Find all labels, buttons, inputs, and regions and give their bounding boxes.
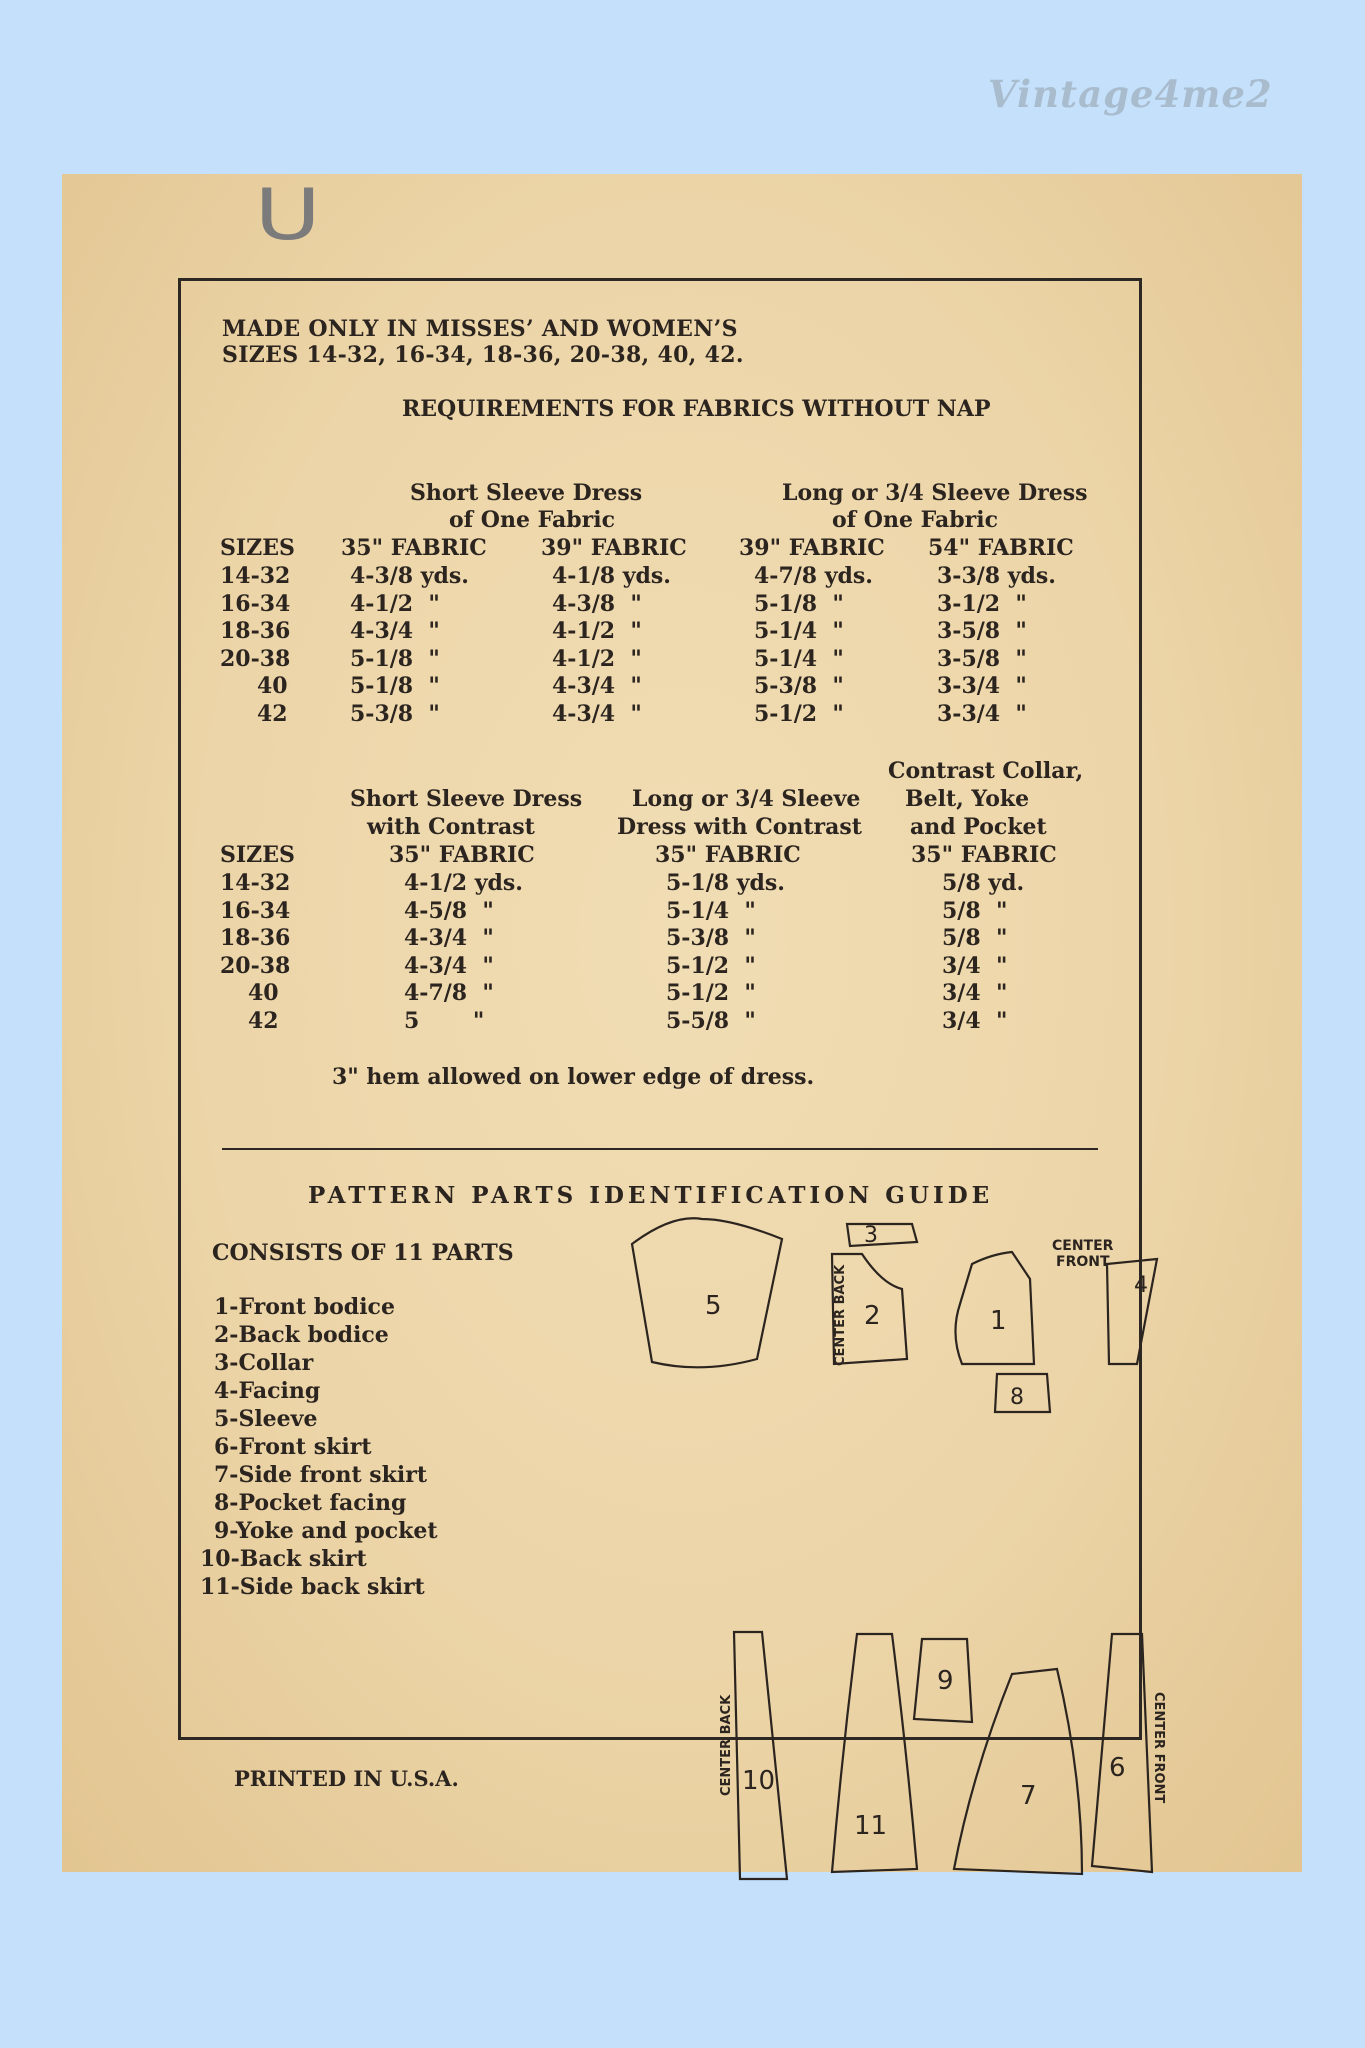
piece-7-side-front-skirt	[954, 1669, 1082, 1874]
t1-cell-size: 14-32	[220, 563, 291, 589]
t2-cell-a: 4-7/8 "	[404, 980, 494, 1006]
svg-text:4: 4	[1134, 1273, 1148, 1298]
piece-number-label: 9	[937, 1666, 954, 1696]
t1-cell-d: 3-3/4 "	[937, 700, 1027, 727]
part-item: 1-Front bodice	[214, 1294, 395, 1320]
t1-col-b: 39" FABRIC	[541, 535, 687, 561]
t2-cell-c: 5/8 yd.	[942, 870, 1025, 896]
t1-cell-size: 18-36	[220, 618, 291, 644]
t1-cell-c: 5-1/4 "	[754, 618, 844, 644]
watermark: Vintage4me2	[988, 72, 1273, 116]
t1-group2-line2: of One Fabric	[832, 507, 999, 533]
t1-col-a: 35" FABRIC	[341, 535, 487, 561]
t1-cell-d: 3-3/4 "	[937, 673, 1027, 699]
t2-group2-line2: Dress with Contrast	[617, 814, 862, 840]
t1-cell-d: 3-5/8 "	[937, 645, 1027, 672]
svg-text:8: 8	[1010, 1385, 1024, 1410]
t2-cell-b: 5-1/2 "	[666, 952, 756, 979]
t1-cell-a: 4-3/8 yds.	[350, 563, 469, 589]
part-item: 5-Sleeve	[214, 1406, 318, 1432]
t1-cell-a: 4-3/4 "	[350, 618, 440, 644]
t1-cell-size: 16-34	[220, 590, 291, 617]
header-line-2: SIZES 14-32, 16-34, 18-36, 20-38, 40, 42.	[222, 342, 744, 368]
t2-cell-size: 42	[248, 1007, 279, 1034]
t1-cell-a: 4-1/2 "	[350, 590, 440, 617]
t1-cell-c: 5-1/4 "	[754, 645, 844, 672]
t2-cell-b: 5-5/8 "	[666, 1007, 756, 1034]
t1-cell-size: 42	[257, 700, 288, 727]
hem-note: 3" hem allowed on lower edge of dress.	[332, 1064, 815, 1090]
piece-10-back-skirt	[734, 1632, 787, 1879]
piece-number-label: 6	[1109, 1753, 1126, 1783]
t2-cell-b: 5-1/2 "	[666, 980, 756, 1006]
pattern-diagram	[572, 1214, 1172, 1841]
t2-cell-b: 5-1/8 yds.	[666, 870, 785, 896]
piece-4-facing	[1107, 1259, 1157, 1364]
requirements-title: REQUIREMENTS FOR FABRICS WITHOUT NAP	[402, 396, 991, 422]
center-back-label: CENTER BACK	[719, 1694, 734, 1796]
t1-group2-line1: Long or 3/4 Sleeve Dress	[782, 480, 1088, 506]
t1-col-c: 39" FABRIC	[739, 535, 885, 561]
part-item: 9-Yoke and pocket	[214, 1518, 438, 1544]
part-item: 4-Facing	[214, 1378, 321, 1404]
svg-text:3: 3	[864, 1223, 878, 1248]
svg-text:CENTER BACK: CENTER BACK	[833, 1264, 848, 1366]
t2-group1-line2: with Contrast	[367, 814, 535, 840]
t2-cell-size: 18-36	[220, 925, 291, 951]
t2-cell-a: 4-3/4 "	[404, 925, 494, 951]
t1-cell-b: 4-3/8 "	[552, 590, 642, 617]
t2-group3-line3: and Pocket	[910, 814, 1047, 840]
t1-cell-d: 3-1/2 "	[937, 590, 1027, 617]
t2-cell-a: 5 "	[404, 1007, 485, 1034]
part-item: 3-Collar	[214, 1350, 314, 1376]
center-front-label: CENTER FRONT	[1151, 1692, 1166, 1804]
t2-col-b: 35" FABRIC	[655, 842, 801, 868]
t2-cell-c: 5/8 "	[942, 925, 1008, 951]
svg-text:2: 2	[864, 1301, 881, 1331]
t1-cell-c: 4-7/8 yds.	[754, 563, 873, 589]
t2-cell-b: 5-3/8 "	[666, 925, 756, 951]
t2-group2-line1: Long or 3/4 Sleeve	[632, 786, 861, 812]
t1-cell-size: 20-38	[220, 645, 291, 672]
t2-cell-a: 4-3/4 "	[404, 952, 494, 979]
t2-cell-c: 3/4 "	[942, 980, 1008, 1006]
t1-cell-size: 40	[257, 673, 288, 699]
piece-number-label: 7	[1020, 1781, 1037, 1811]
t1-cell-b: 4-3/4 "	[552, 700, 642, 727]
t1-cell-a: 5-3/8 "	[350, 700, 440, 727]
part-item: 6-Front skirt	[214, 1434, 372, 1460]
part-item: 7-Side front skirt	[214, 1462, 428, 1488]
t1-cell-b: 4-1/2 "	[552, 618, 642, 644]
svg-text:1: 1	[990, 1306, 1007, 1336]
section-divider	[222, 1148, 1098, 1150]
t1-cell-a: 5-1/8 "	[350, 645, 440, 672]
part-item: 2-Back bodice	[214, 1322, 389, 1348]
t2-col-a: 35" FABRIC	[389, 842, 535, 868]
t2-cell-a: 4-5/8 "	[404, 897, 494, 924]
t2-cell-c: 3/4 "	[942, 952, 1008, 979]
t1-col-d: 54" FABRIC	[928, 535, 1074, 561]
svg-text:FRONT: FRONT	[1056, 1254, 1110, 1270]
t1-cell-c: 5-3/8 "	[754, 673, 844, 699]
t1-cell-d: 3-5/8 "	[937, 618, 1027, 644]
t2-cell-c: 3/4 "	[942, 1007, 1008, 1034]
t1-cell-a: 5-1/8 "	[350, 673, 440, 699]
t1-cell-b: 4-3/4 "	[552, 673, 642, 699]
guide-title: PATTERN PARTS IDENTIFICATION GUIDE	[308, 1182, 994, 1209]
piece-3-collar	[847, 1224, 917, 1246]
t1-cell-b: 4-1/8 yds.	[552, 563, 671, 589]
t2-group3-line2: Belt, Yoke	[905, 786, 1030, 812]
svg-text:5: 5	[705, 1291, 722, 1321]
t2-col-c: 35" FABRIC	[911, 842, 1057, 868]
t1-group1-line2: of One Fabric	[449, 507, 616, 533]
part-item: 11-Side back skirt	[200, 1574, 425, 1600]
part-item: 8-Pocket facing	[214, 1490, 407, 1516]
t2-group3-line1: Contrast Collar,	[888, 758, 1084, 784]
piece-number-label: 10	[742, 1766, 776, 1796]
svg-text:CENTER: CENTER	[1052, 1238, 1114, 1254]
pencil-mark: U	[254, 174, 321, 256]
t1-col-sizes: SIZES	[220, 535, 295, 561]
t1-cell-c: 5-1/8 "	[754, 590, 844, 617]
pattern-envelope-back	[62, 174, 1302, 1872]
t2-cell-c: 5/8 "	[942, 897, 1008, 924]
header-line-1: MADE ONLY IN MISSES’ AND WOMEN’S	[222, 316, 738, 342]
t2-group1-line1: Short Sleeve Dress	[350, 786, 583, 812]
t2-cell-size: 14-32	[220, 870, 291, 896]
t1-cell-d: 3-3/8 yds.	[937, 563, 1056, 589]
t1-group1-line1: Short Sleeve Dress	[410, 480, 643, 506]
t1-cell-c: 5-1/2 "	[754, 700, 844, 727]
t2-cell-b: 5-1/4 "	[666, 897, 756, 924]
t2-cell-size: 40	[248, 980, 279, 1006]
t2-cell-a: 4-1/2 yds.	[404, 870, 523, 896]
t2-cell-size: 16-34	[220, 897, 291, 924]
t2-col-sizes: SIZES	[220, 842, 295, 868]
t2-cell-size: 20-38	[220, 952, 291, 979]
consists-label: CONSISTS OF 11 PARTS	[212, 1240, 514, 1266]
t1-cell-b: 4-1/2 "	[552, 645, 642, 672]
part-item: 10-Back skirt	[200, 1546, 367, 1572]
printed-in-usa: PRINTED IN U.S.A.	[234, 1766, 459, 1791]
piece-number-label: 11	[854, 1811, 888, 1841]
